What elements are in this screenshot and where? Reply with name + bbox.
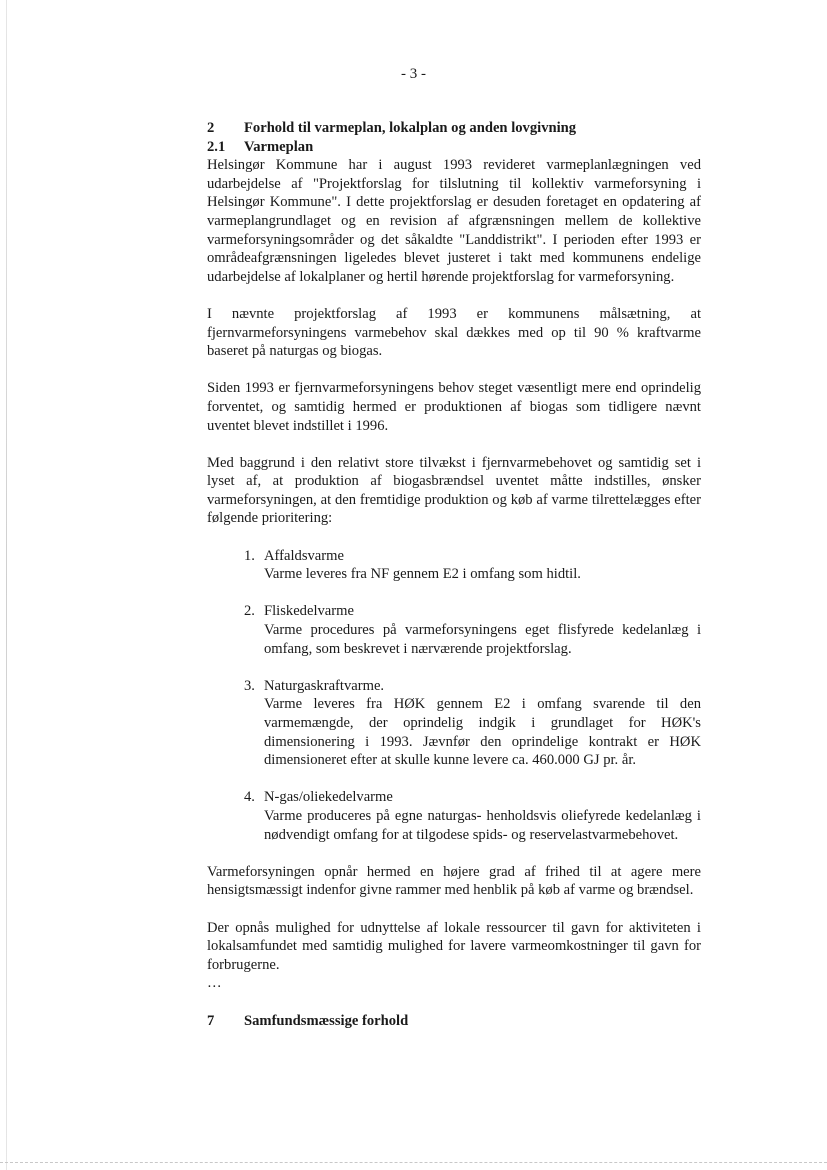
list-item-description: Varme produceres på egne naturgas- henholdsvis oliefyrede kedelanlæg i nødvendigt omfang for at tilgodese spids- og reservelastvarmebehovet.: [264, 807, 701, 843]
list-item-title: Affaldsvarme: [264, 547, 344, 564]
list-item: [244, 602, 701, 658]
page-number: - 3 -: [401, 66, 426, 82]
list-item-title: Fliskedelvarme: [264, 603, 354, 620]
paragraph-growth: Siden 1993 er fjernvarmeforsyningens behov steget væsentligt mere end oprindelig forventet, og samtidig hermed er produktionen af biogas som tidligere nævnt uventet blevet indstillet i 1996.: [207, 380, 701, 434]
document-body: [207, 119, 701, 1030]
section-7-heading: [207, 1012, 701, 1031]
paragraph-resources: Der opnås mulighed for udnyttelse af lokale ressourcer til gavn for aktiviteten i lokalsamfundet med samtidig mulighed for lavere varmeomkostninger til gavn for forbrugerne.: [207, 919, 701, 973]
section-number: 2: [207, 120, 215, 136]
list-item: [244, 547, 701, 584]
list-item-number: 4.: [244, 789, 255, 806]
list-item-number: 2.: [244, 603, 255, 620]
list-item-description: Varme leveres fra HØK gennem E2 i omfang svarende til den varmemængde, der oprindelig indgik i grundlaget for HØK's dimensionering i 1993. Jævnfør den oprindelige kontrakt er HØK dimensioneret efter at skulle kunne levere ca. 460.000 GJ pr. år.: [264, 696, 701, 769]
paragraph-intro: Helsingør Kommune har i august 1993 revideret varmeplanlægningen ved udarbejdelse af "Projektforslag for tilslutning til kollektiv varmeforsyning i Helsingør Kommune". I dette projektforslag er desuden foretaget en opdatering af varmeplangrundlaget og en revision af afgrænsningen mellem de kollektive varmeforsyningsområder og det såkaldte "Landdistrikt". I perioden efter 1993 er områdeafgrænsningen ligeledes blevet justeret i takt med kommunens endelige udarbejdelse af lokalplaner og hertil hørende projektforslag for varmeforsyning.: [207, 157, 701, 285]
section-number: 7: [207, 1012, 215, 1029]
list-item-description: Varme procedures på varmeforsyningens eget flisfyrede kedelanlæg i omfang, som beskrevet i nærværende projektforslag.: [264, 622, 701, 657]
section-title: Varmeplan: [244, 138, 314, 155]
list-item-description: Varme leveres fra NF gennem E2 i omfang som hidtil.: [264, 566, 581, 583]
list-item-number: 1.: [244, 547, 255, 564]
paragraph-priority-intro: Med baggrund i den relativt store tilvækst i fjernvarmebehovet og samtidig set i lyset af, at produktion af biogasbrændsel uventet måtte indstilles, ønsker varmeforsyningen, at den fremtidige produktion og køb af varme tilrettelægges efter følgende prioritering:: [207, 454, 701, 527]
scan-bottom-edge: [0, 1162, 827, 1163]
paragraph-goal: I nævnte projektforslag af 1993 er kommunens målsætning, at fjernvarmeforsyningens varmebehov skal dækkes med op til 90 % kraftvarme baseret på naturgas og biogas.: [207, 305, 701, 360]
paragraph-freedom: Varmeforsyningen opnår hermed en højere grad af frihed til at agere mere hensigtsmæssigt indenfor givne rammer med henblik på køb af varme og brændsel.: [207, 863, 701, 899]
ellipsis: …: [207, 975, 222, 992]
list-item: [244, 788, 701, 844]
list-item-number: 3.: [244, 677, 255, 694]
list-item-title: Naturgaskraftvarme.: [264, 677, 385, 694]
section-2-heading: [207, 119, 701, 138]
section-2-1-heading: [207, 138, 701, 157]
list-item-title: N-gas/oliekedelvarme: [264, 789, 393, 806]
scan-left-edge: [6, 0, 7, 1170]
section-title: Forhold til varmeplan, lokalplan og anden lovgivning: [244, 120, 577, 136]
list-item: [244, 677, 701, 770]
priority-list: [207, 547, 701, 845]
section-number: 2.1: [207, 138, 226, 155]
section-title: Samfundsmæssige forhold: [244, 1012, 409, 1029]
